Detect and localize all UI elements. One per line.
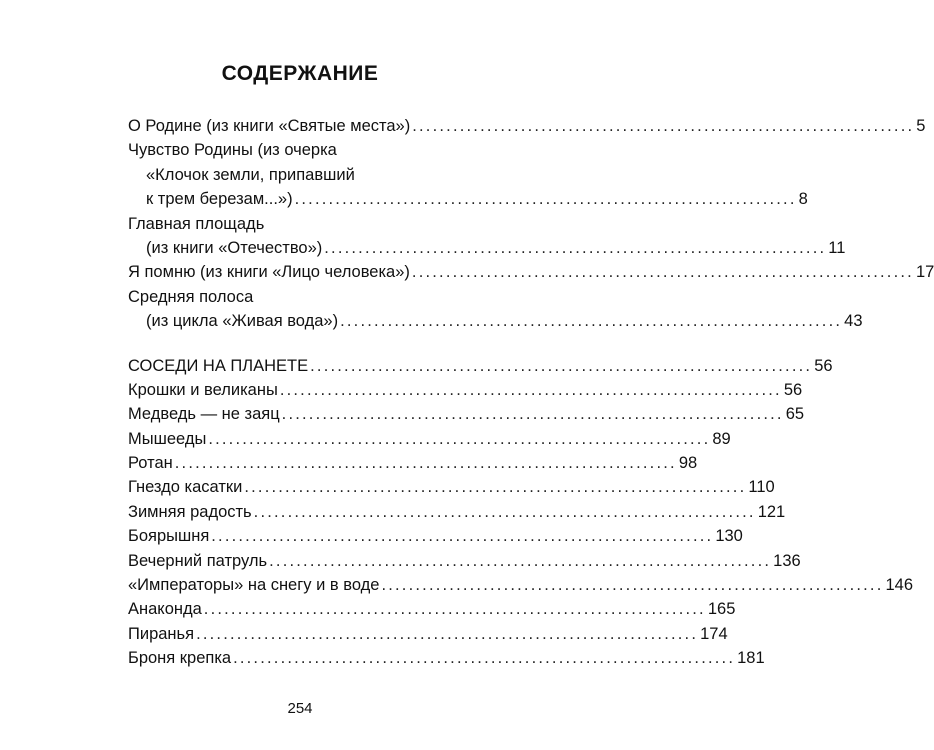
toc-entry: [128, 597, 736, 621]
toc-leader: ..........................................................................: [269, 551, 772, 570]
toc-leader: ..........................................................................: [340, 312, 843, 331]
toc-entry-page: 181: [737, 649, 765, 668]
toc-entry-page: 174: [700, 624, 728, 643]
toc-entry-title: Главная площадь: [128, 214, 265, 233]
toc-entry-page: 17: [915, 263, 934, 282]
toc-entry: [128, 573, 914, 597]
toc-entry-title: «Клочок земли, припавший: [146, 165, 355, 184]
toc-entry-title: Зимняя радость: [128, 502, 252, 521]
toc-entry: [128, 285, 496, 309]
toc-entry-title: Крошки и великаны: [128, 380, 278, 399]
toc-entry-page: 89: [712, 429, 731, 448]
toc-entry: [128, 622, 728, 646]
toc-entry: [128, 309, 863, 333]
toc-entry-title: СОСЕДИ НА ПЛАНЕТЕ: [128, 356, 309, 375]
toc-leader: ..........................................................................: [208, 429, 711, 448]
toc-entry-title: (из книги «Отечество»): [146, 238, 323, 257]
toc-entry-title: Броня крепка: [128, 649, 232, 668]
toc-leader: ..........................................................................: [203, 600, 706, 619]
toc-entry-title: Ротан: [128, 454, 173, 473]
toc-entry-title: к трем березам...»): [146, 190, 293, 209]
toc-leader: ..........................................................................: [253, 502, 756, 521]
table-of-contents: [128, 114, 934, 671]
toc-entry: [128, 114, 926, 138]
toc-entry-page: 65: [785, 405, 805, 424]
toc-entry-title: Медведь — не заяц: [128, 405, 280, 424]
toc-entry: [128, 187, 808, 211]
toc-entry-title: О Родине (из книги «Святые места»): [128, 117, 411, 135]
toc-entry-page: 56: [814, 356, 833, 375]
toc-entry-title: Пиранья: [128, 624, 195, 643]
toc-entry: [128, 260, 934, 284]
toc-leader: ..........................................................................: [196, 624, 699, 643]
toc-entry: [128, 524, 743, 548]
toc-entry-title: Я помню (из книги «Лицо человека»): [128, 263, 410, 282]
toc-entry: [128, 427, 731, 451]
toc-entry-page: 146: [885, 576, 914, 595]
toc-entry-page: 136: [773, 551, 801, 570]
toc-entry-title: Чувство Родины (из очерка: [128, 141, 337, 160]
toc-leader: ..........................................................................: [412, 117, 915, 135]
toc-entry: [128, 451, 698, 475]
toc-entry: [128, 646, 765, 670]
toc-entry-title: Вечерний патруль: [128, 551, 268, 570]
toc-entry: [128, 500, 786, 524]
toc-entry-page: 8: [798, 190, 808, 209]
toc-entry-title: Анаконда: [128, 600, 202, 619]
toc-entry: [128, 138, 496, 162]
toc-leader: ..........................................................................: [411, 263, 914, 282]
toc-leader: ..........................................................................: [211, 527, 714, 546]
toc-entry-page: 11: [828, 238, 846, 257]
toc-entry-page: 121: [757, 502, 786, 521]
toc-entry-page: 165: [707, 600, 736, 619]
toc-entry-page: 110: [748, 478, 775, 497]
toc-entry-page: 43: [844, 312, 863, 331]
toc-leader: ..........................................................................: [233, 649, 736, 668]
toc-entry: [128, 236, 846, 260]
toc-leader: ..........................................................................: [174, 454, 677, 473]
toc-entry-title: (из цикла «Живая вода»): [146, 312, 339, 331]
toc-entry: [128, 549, 801, 573]
toc-leader: ..........................................................................: [244, 478, 747, 497]
toc-leader: ..........................................................................: [294, 190, 797, 209]
toc-entry-title: «Императоры» на снегу и в воде: [128, 576, 380, 595]
toc-entry-page: 5: [916, 117, 926, 135]
toc-entry-title: Боярышня: [128, 527, 210, 546]
toc-entry: [128, 402, 805, 426]
toc-entry-page: 98: [678, 454, 698, 473]
toc-section-heading: [128, 354, 833, 378]
toc-leader: ..........................................................................: [310, 356, 813, 375]
page-title: СОДЕРЖАНИЕ: [221, 62, 379, 85]
toc-leader: ..........................................................................: [279, 380, 782, 399]
toc-entry: [128, 163, 496, 187]
toc-leader: ..........................................................................: [324, 238, 827, 257]
toc-entry: [128, 212, 496, 236]
toc-leader: ..........................................................................: [281, 405, 784, 424]
toc-leader: ..........................................................................: [381, 576, 884, 595]
toc-entry: [128, 475, 775, 499]
toc-entry-title: Гнездо касатки: [128, 478, 243, 497]
section-gap: [128, 334, 496, 354]
toc-entry-title: Мышееды: [128, 429, 207, 448]
toc-entry-title: Средняя полоса: [128, 287, 254, 306]
page-number: 254: [287, 700, 313, 717]
toc-entry-page: 130: [715, 527, 743, 546]
toc-entry-page: 56: [783, 380, 803, 399]
toc-entry: [128, 378, 803, 402]
